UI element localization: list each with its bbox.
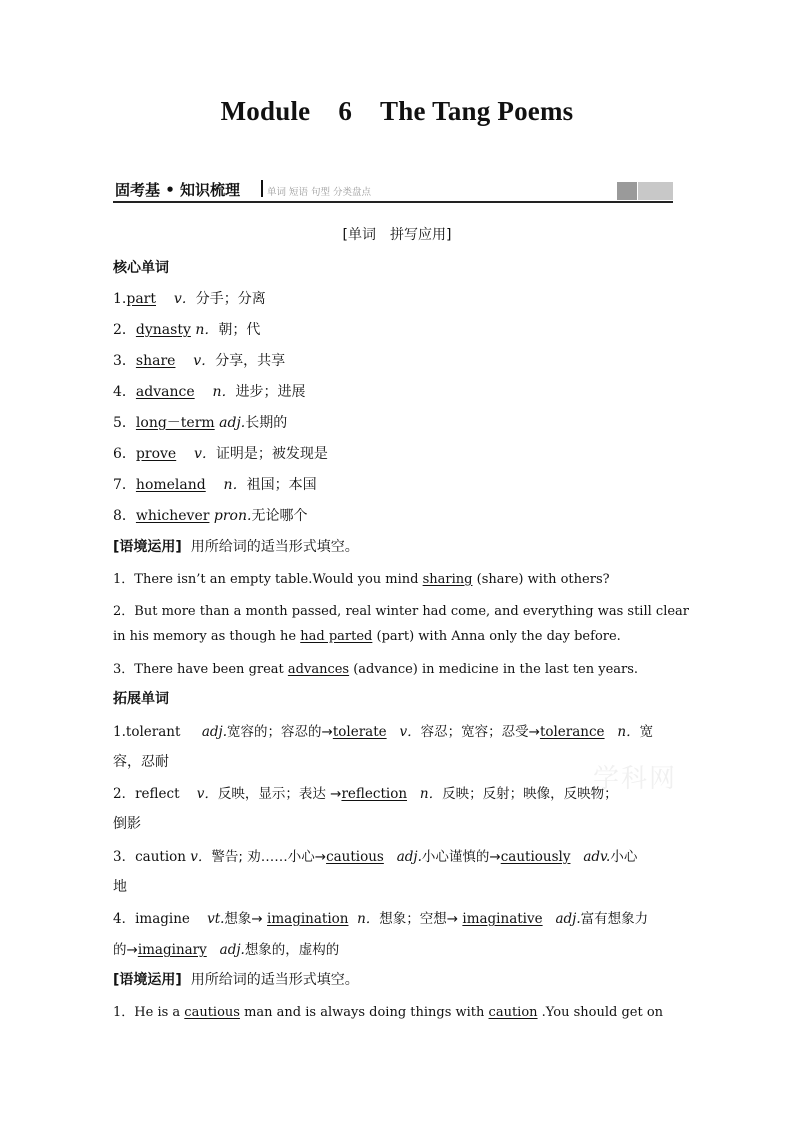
list-item-cont: 倒影 (113, 816, 141, 832)
exercise-item: 3．There have been great advances (advance) in medicine in the last ten years. (113, 662, 639, 677)
banner-heading: 固考基 • 知识梳理 (115, 181, 241, 199)
core-words-heading: 核心单词 (113, 260, 169, 276)
list-item: 8．whichever pron.无论哪个 (113, 508, 308, 524)
list-item: 4．advance n．进步；进展 (113, 384, 306, 400)
banner-rule (113, 201, 673, 203)
list-item: 1.tolerant adj.宽容的；容忍的→tolerate v．容忍；宽容；忍受→tolerance n．宽 (113, 724, 654, 740)
banner-divider (261, 180, 263, 197)
list-item: 6．prove v．证明是；被发现是 (113, 446, 328, 462)
banner-light-block (638, 182, 673, 200)
exercise-item: 1．There isn’t an empty table.Would you mind sharing (share) with others? (113, 572, 610, 587)
context-heading: [语境运用] 用所给词的适当形式填空。 (113, 539, 359, 555)
page-title: Module 6 The Tang Poems (220, 96, 574, 126)
list-item: 2．dynasty n．朝；代 (113, 322, 261, 338)
list-item: 5．long－term adj.长期的 (113, 415, 288, 431)
section-banner (113, 179, 673, 203)
banner-subtitle: 单词 短语 句型 分类盘点 (267, 187, 372, 198)
section-subheading: [单词 拼写应用] (342, 227, 452, 243)
list-item: 3．share v．分享，共享 (113, 353, 286, 369)
list-item: 7．homeland n．祖国；本国 (113, 477, 317, 493)
list-item-cont: 容，忍耐 (113, 754, 169, 770)
list-item-cont: 的→imaginary adj.想象的，虚构的 (113, 942, 340, 958)
watermark: 学科网 (593, 764, 678, 794)
context-heading: [语境运用] 用所给词的适当形式填空。 (113, 972, 359, 988)
exercise-item-cont: in his memory as though he had parted (part) with Anna only the day before. (113, 629, 621, 644)
ext-words-heading: 拓展单词 (113, 691, 169, 707)
exercise-item: 2．But more than a month passed, real winter had come, and everything was still clear (113, 604, 690, 619)
list-item: 4．imagine vt.想象→ imagination n．想象；空想→ imaginative adj.富有想象力 (113, 911, 649, 927)
list-item: 3．caution v．警告; 劝……小心→cautious adj.小心谨慎的→cautiously adv.小心 (113, 849, 638, 865)
exercise-item: 1．He is a cautious man and is always doing things with caution .You should get on (113, 1005, 664, 1020)
banner-dark-block (617, 182, 637, 200)
list-item-cont: 地 (113, 879, 127, 895)
list-item: 1.part v．分手；分离 (113, 291, 266, 307)
list-item: 2．reflect v．反映，显示；表达 →reflection n．反映；反射；映像，反映物； (113, 786, 618, 802)
